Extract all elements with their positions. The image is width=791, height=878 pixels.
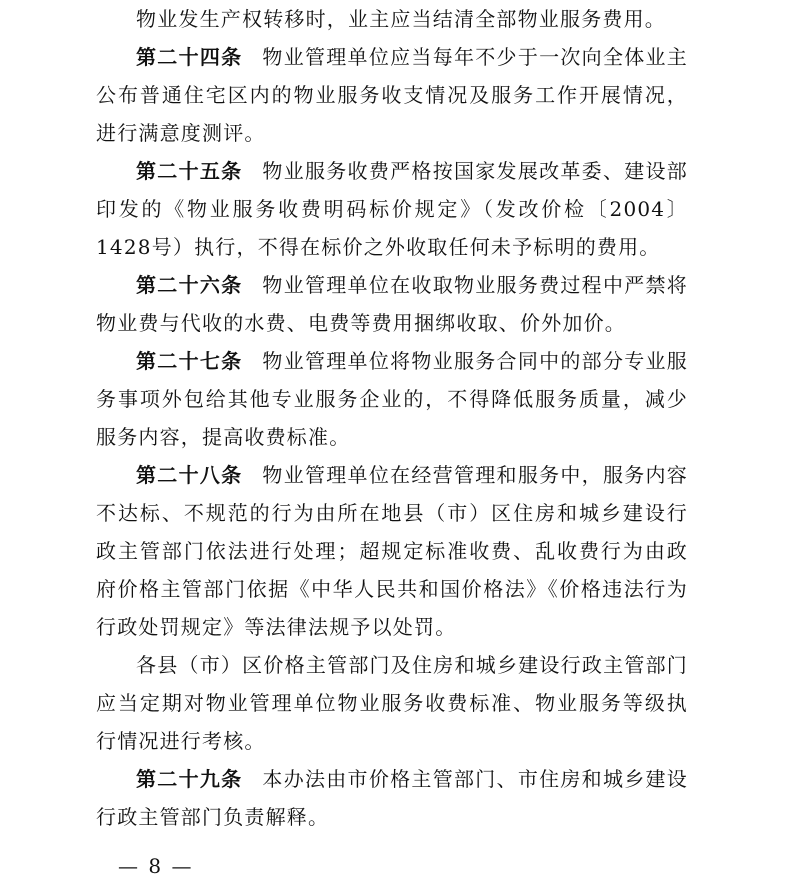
article-28 xyxy=(96,456,688,646)
paragraph-assessment xyxy=(96,646,688,760)
article-text: 物业管理单位在收取物业服务费过程中严禁将物业费与代收的水费、电费等费用捆绑收取、价外加价。 xyxy=(96,273,689,335)
article-text: 物业管理单位在经营管理和服务中，服务内容不达标、不规范的行为由所在地县（市）区住房和城乡建设行政主管部门依法进行处理；超规定标准收费、乱收费行为由政府价格主管部门依据《中华人民共和国价格法》《价格违法行为行政处罚规定》等法律法规予以处罚。 xyxy=(96,463,689,639)
article-29 xyxy=(96,760,688,836)
document-body xyxy=(96,0,688,836)
article-text: 物业管理单位应当每年不少于一次向全体业主公布普通住宅区内的物业服务收支情况及服务工作开展情况，进行满意度测评。 xyxy=(96,45,689,145)
article-27 xyxy=(96,342,688,456)
paragraph-text: 物业发生产权转移时，业主应当结清全部物业服务费用。 xyxy=(136,7,666,31)
article-heading: 第二十八条 xyxy=(136,463,243,487)
article-heading: 第二十五条 xyxy=(136,159,243,183)
article-heading: 第二十六条 xyxy=(136,273,243,297)
article-text: 物业管理单位将物业服务合同中的部分专业服务事项外包给其他专业服务企业的，不得降低服务质量，减少服务内容，提高收费标准。 xyxy=(96,349,689,449)
article-heading: 第二十九条 xyxy=(136,767,243,791)
article-26 xyxy=(96,266,688,342)
paragraph-property-transfer xyxy=(96,0,688,38)
article-heading: 第二十七条 xyxy=(136,349,243,373)
paragraph-text: 各县（市）区价格主管部门及住房和城乡建设行政主管部门应当定期对物业管理单位物业服务收费标准、物业服务等级执行情况进行考核。 xyxy=(96,653,688,753)
article-25 xyxy=(96,152,688,266)
article-24 xyxy=(96,38,688,152)
article-text: 物业服务收费严格按国家发展改革委、建设部印发的《物业服务收费明码标价规定》（发改价检〔2004〕1428号）执行，不得在标价之外收取任何未予标明的费用。 xyxy=(96,159,689,259)
page-number: — 8 — xyxy=(118,854,194,878)
article-text: 本办法由市价格主管部门、市住房和城乡建设行政主管部门负责解释。 xyxy=(96,767,689,829)
article-heading: 第二十四条 xyxy=(136,45,243,69)
